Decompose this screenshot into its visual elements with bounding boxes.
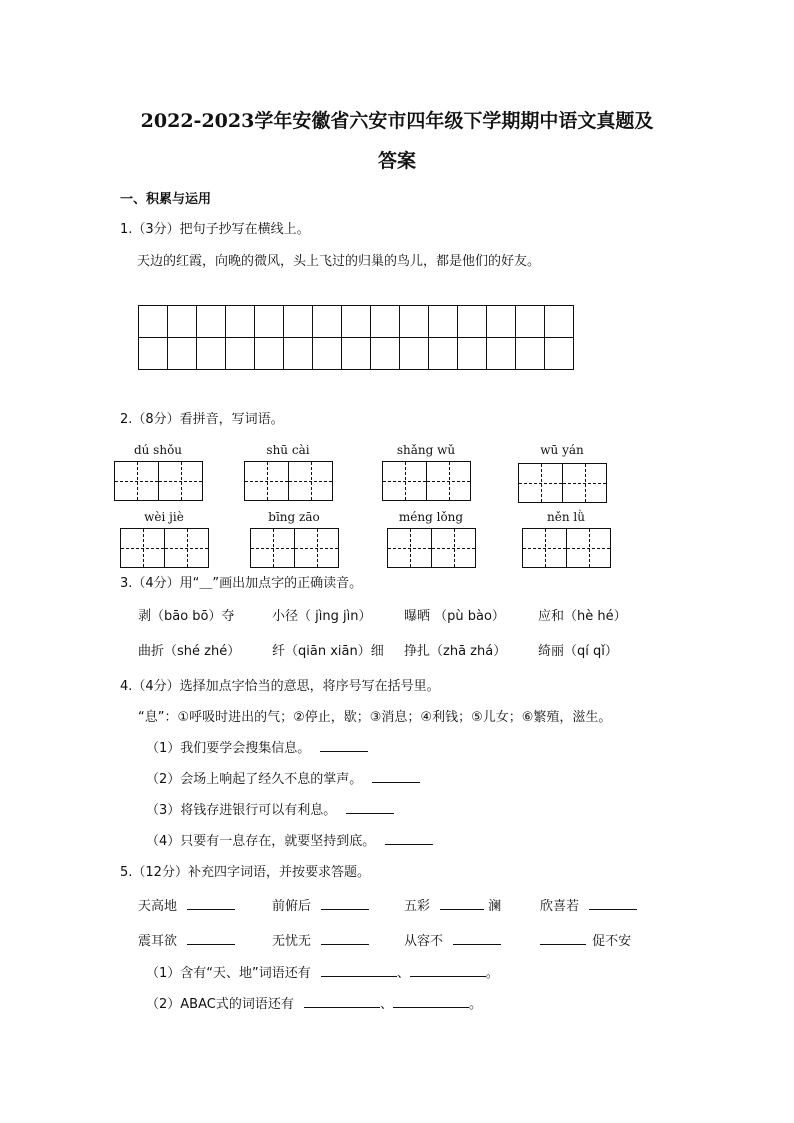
word-box[interactable]: [382, 461, 471, 501]
meaning-item-text: （1）我们要学会搜集信息。: [146, 741, 311, 756]
answer-blank[interactable]: [440, 897, 484, 910]
answer-blank[interactable]: [540, 932, 586, 945]
answer-blank[interactable]: [187, 897, 235, 910]
reading-option[interactable]: 曝晒 （pù bào）: [404, 609, 505, 624]
idiom-item: [138, 930, 235, 949]
answer-blank[interactable]: [372, 770, 420, 783]
meaning-item-text: （3）将钱存进银行可以有利息。: [146, 803, 337, 818]
word-box[interactable]: [518, 463, 607, 503]
meaning-item: [146, 768, 420, 787]
writing-grid[interactable]: [138, 305, 574, 370]
pinyin-label: shǎng wǔ: [396, 443, 456, 457]
pinyin-label: méng lǒng: [398, 510, 464, 524]
question-1-sentence: 天边的红霞，向晚的微风，头上飞过的归巢的鸟儿，都是他们的好友。: [137, 254, 541, 269]
idiom-text: 从容不: [404, 934, 444, 949]
word-meanings: “息”：①呼吸时进出的气；②停止，歇；③消息；④利钱；⑤儿女；⑥繁殖，滋生。: [138, 710, 612, 725]
word-box[interactable]: [522, 528, 611, 568]
reading-option[interactable]: 挣扎（zhā zhá）: [404, 644, 507, 659]
question-4-prompt: 4.（4分）选择加点字恰当的意思，将序号写在括号里。: [120, 679, 440, 694]
answer-blank[interactable]: [453, 932, 501, 945]
period: 。: [468, 997, 482, 1012]
meaning-item-text: （4）只要有一息存在，就要坚持到底。: [146, 834, 376, 849]
pinyin-label: wèi jiè: [144, 510, 184, 524]
idiom-item: [540, 930, 631, 949]
writing-grid-row: [139, 306, 574, 338]
meaning-item: [146, 799, 394, 818]
sub-question-text: （2）ABAC式的词语还有: [146, 997, 294, 1012]
idiom-text: 天高地: [138, 899, 178, 914]
idiom-text: 促不安: [592, 934, 632, 949]
page-title-line1: 2022-2023学年安徽省六安市四年级下学期期中语文真题及: [140, 110, 654, 132]
pinyin-label: dú shǒu: [133, 443, 183, 457]
answer-blank[interactable]: [393, 995, 469, 1008]
meaning-item: [146, 737, 368, 756]
idiom-text: 澜: [488, 899, 502, 914]
answer-blank[interactable]: [321, 897, 369, 910]
separator: 、: [396, 966, 410, 981]
pinyin-label: něn lǜ: [547, 510, 585, 524]
section-heading: 一、积累与运用: [120, 192, 212, 207]
idiom-text: 震耳欲: [138, 934, 178, 949]
word-box[interactable]: [250, 528, 339, 568]
word-box[interactable]: [387, 528, 476, 568]
answer-blank[interactable]: [321, 964, 397, 977]
sub-question-text: （1）含有“天、地”词语还有: [146, 966, 311, 981]
word-box[interactable]: [114, 461, 203, 501]
reading-option[interactable]: 应和（hè hé）: [538, 609, 627, 624]
answer-blank[interactable]: [187, 932, 235, 945]
reading-option[interactable]: 纤（qiān xiān）细: [272, 644, 384, 659]
idiom-text: 前俯后: [272, 899, 312, 914]
answer-blank[interactable]: [346, 801, 394, 814]
meaning-item: [146, 830, 433, 849]
reading-option[interactable]: 小径（ jìng jìn）: [272, 609, 372, 624]
sub-question-1: [146, 962, 499, 981]
idiom-item: [272, 895, 369, 914]
period: 。: [485, 966, 499, 981]
word-box[interactable]: [244, 461, 333, 501]
question-3-prompt: 3.（4分）用“＿”画出加点字的正确读音。: [120, 576, 363, 591]
reading-option[interactable]: 剥（bāo bō）夺: [138, 609, 235, 624]
pinyin-label: shū cài: [266, 443, 310, 457]
question-1-prompt: 1.（3分）把句子抄写在横线上。: [120, 222, 310, 237]
idiom-item: [138, 895, 235, 914]
idiom-item: [272, 930, 369, 949]
answer-blank[interactable]: [304, 995, 380, 1008]
question-5-prompt: 5.（12分）补充四字词语，并按要求答题。: [120, 865, 370, 880]
question-2-prompt: 2.（8分）看拼音，写词语。: [120, 412, 284, 427]
idiom-text: 欣喜若: [540, 899, 580, 914]
word-box[interactable]: [120, 528, 209, 568]
idiom-text: 无忧无: [272, 934, 312, 949]
answer-blank[interactable]: [410, 964, 486, 977]
page-title-line2: 答案: [377, 150, 416, 172]
idiom-item: [404, 895, 501, 914]
reading-option[interactable]: 曲折（shé zhé）: [138, 644, 241, 659]
sub-question-2: [146, 993, 482, 1012]
idiom-text: 五彩: [404, 899, 431, 914]
answer-blank[interactable]: [589, 897, 637, 910]
answer-blank[interactable]: [320, 739, 368, 752]
answer-blank[interactable]: [321, 932, 369, 945]
separator: 、: [379, 997, 393, 1012]
idiom-item: [404, 930, 501, 949]
meaning-item-text: （2）会场上响起了经久不息的掌声。: [146, 772, 363, 787]
idiom-item: [540, 895, 637, 914]
reading-option[interactable]: 绮丽（qí qǐ）: [538, 644, 618, 659]
pinyin-label: bīng zāo: [268, 510, 320, 524]
writing-grid-row: [139, 338, 574, 370]
answer-blank[interactable]: [385, 832, 433, 845]
pinyin-label: wū yán: [540, 443, 584, 457]
